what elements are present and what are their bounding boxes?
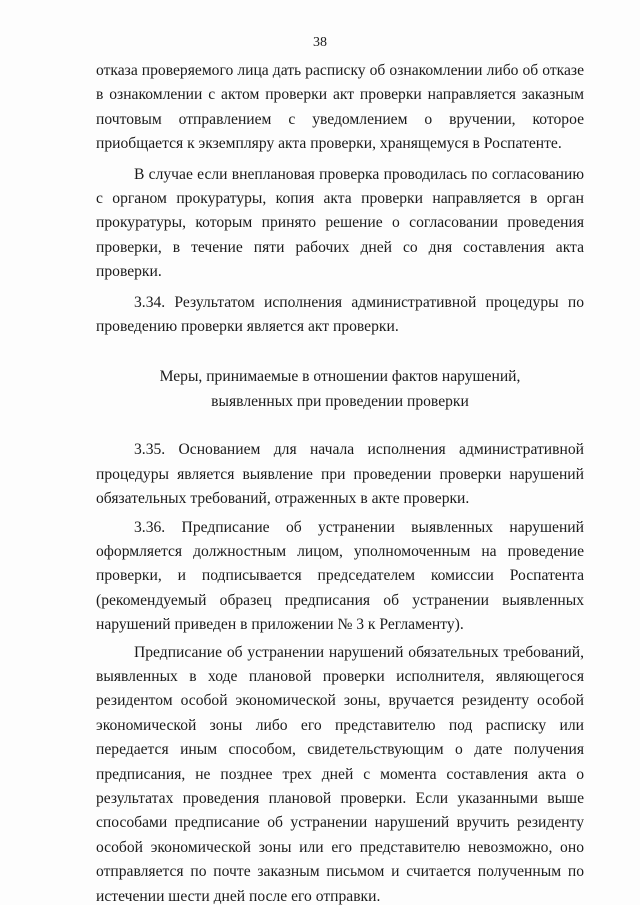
- paragraph-3-36: 3.36. Предписание об устранении выявленных нарушений оформляется должностным лицом, уполномоченным на проведение проверки, и подписывается председателем комиссии Роспатента (рекомендуемый образец предписания об устранении выявленных нарушений приведен в приложении № 3 к Регламенту).: [96, 518, 584, 634]
- paragraph-unscheduled-inspection: В случае если внеплановая проверка проводилась по согласованию с органом прокуратуры, копия акта проверки направляется в орган прокуратуры, которым принято решение о согласовании проведения проверки, в течение пяти рабочих дней со дня составления акта проверки.: [96, 165, 584, 281]
- section-heading: [96, 365, 584, 414]
- section-heading-line-2: выявленных при проведении проверки: [211, 392, 469, 410]
- section-heading-line-1: Меры, принимаемые в отношении фактов нарушений,: [159, 368, 521, 386]
- paragraph-prescription-delivery: Предписание об устранении нарушений обязательных требований, выявленных в ходе плановой проверки исполнителя, являющегося резидентом особой экономической зоны, вручается резиденту особой экономической зоны либо его представителю под расписку или передается иным способом, свидетельствующим о дате получения предписания, не позднее трех дней с момента составления акта о результатах проведения плановой проверки. Если указанными выше способами предписание об устранении нарушений вручить резиденту особой экономической зоны или его представителю невозможно, оно отправляется по почте заказным письмом и считается полученным по истечении шести дней после его отправки.: [96, 643, 584, 905]
- paragraph-continuation: отказа проверяемого лица дать расписку об ознакомлении либо об отказе в ознакомлении с актом проверки акт проверки направляется заказным почтовым отправлением с уведомлением о вручении, которое приобщается к экземпляру акта проверки, хранящемуся в Роспатенте.: [96, 62, 584, 153]
- paragraph-3-34: 3.34. Результатом исполнения административной процедуры по проведению проверки является акт проверки.: [96, 293, 584, 336]
- document-body: [96, 59, 584, 909]
- page-number: 38: [313, 35, 327, 50]
- paragraph-3-35: 3.35. Основанием для начала исполнения административной процедуры является выявление при проведении проверки нарушений обязательных требований, отраженных в акте проверки.: [96, 441, 584, 508]
